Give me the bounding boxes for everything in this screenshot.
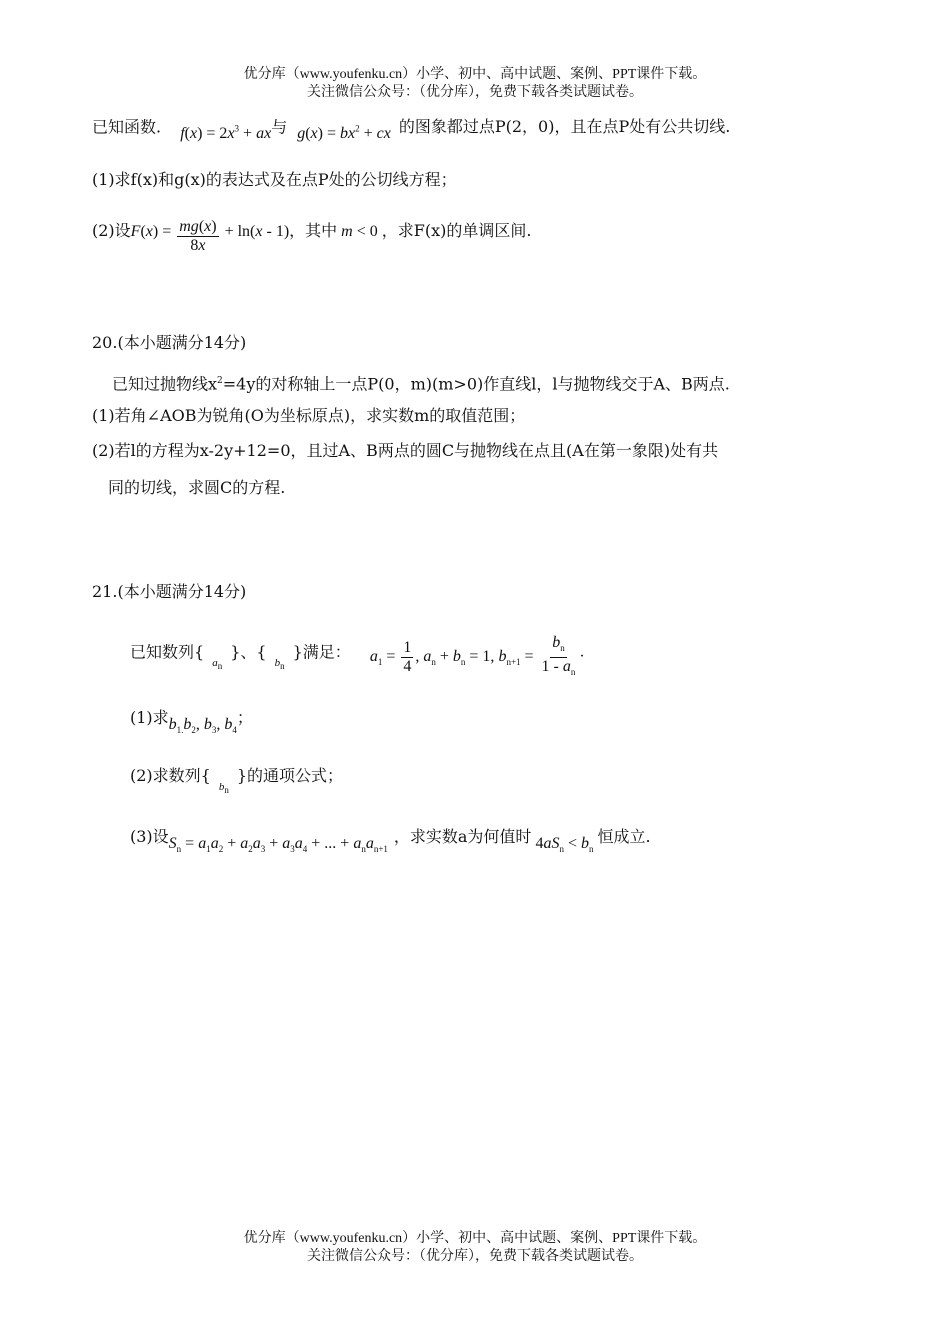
q20-part2: (2)若l的方程为x-2y+12=0，且过A、B两点的圆C与抛物线在点且(A在第一象限)处有共 (92, 441, 719, 460)
q19-intro (92, 112, 731, 143)
q21-part3-lead: (3)设 (130, 827, 169, 846)
page-footer-line1: 优分库（www.youfenku.cn）小学、初中、高中试题、案例、PPT课件下载。 (243, 1231, 707, 1246)
q19-part2-tail: ，其中 (289, 221, 338, 241)
q20-intro-b: =4y的对称轴上一点P(0，m)(m>0)作直线l，l与抛物线交于A、B两点. (222, 374, 730, 394)
q21-heading: 21.(本小题满分14分) (92, 582, 247, 601)
q20-heading: 20.(本小题满分14分) (92, 333, 247, 352)
q21-intro-a: 已知数列{ (130, 642, 205, 662)
q21-intro-c: }满足： (292, 642, 351, 662)
formula-b1-b4: $b_{1.}b_2$, $b_3$, $b_4$ (168, 716, 237, 736)
formula-F: F(x) = $\frac{mg(x)}{8x}$ + ln(x - 1) (130, 218, 290, 254)
q19-part2-end: ，求F(x)的单调区间. (381, 221, 532, 241)
formula-Sn: $S_n = a_1a_2 + a_2a_3 + a_3a_4$ + ... + $a_na_{n+1}$ (168, 835, 388, 855)
q21-part1 (130, 707, 253, 735)
q20-part1: (1)若角∠AOB为锐角(O为坐标原点)，求实数m的取值范围； (92, 406, 526, 425)
q21-part3 (130, 826, 651, 854)
q19-intro-text-b: 与 (271, 117, 288, 137)
q21-intro (130, 630, 585, 677)
q21-part3-end: 恒成立. (597, 827, 651, 846)
formula-m-neg: m < 0 (341, 223, 378, 241)
seq-b-general: bn (218, 781, 229, 796)
formula-g: $g(x) = bx^2$ + cx (297, 124, 391, 143)
q21-part2-end: }的通项公式； (236, 766, 344, 785)
formula-recurrence: $a_1$ = $\frac{1}{4}$ , $a_n + b_n = 1$, $b_{n+1}$ = $\frac{b_n}{1 - a_n}$ · (369, 634, 585, 678)
seq-b: bn (274, 657, 285, 672)
page-header-line1: 优分库（www.youfenku.cn）小学、初中、高中试题、案例、PPT课件下载。 (243, 67, 707, 82)
q19-intro-text-c: 的图象都过点P(2，0)，且在点P处有公共切线. (398, 117, 731, 137)
formula-inequality: $4aS_n < b_n$ (535, 835, 594, 855)
seq-a: an (212, 657, 223, 672)
q21-part3-mid: ，求实数a为何值时 (393, 827, 532, 846)
q20-intro-a: 已知过抛物线x (112, 374, 218, 394)
q19-intro-text-a: 已知函数. (92, 117, 162, 137)
q21-part1-lead: (1)求 (130, 708, 169, 727)
q21-part2-lead: (2)求数列{ (130, 766, 211, 785)
q20-part2-continued: 同的切线，求圆C的方程. (108, 478, 286, 497)
q19-part2-lead: (2)设 (92, 221, 131, 241)
q19-part1: (1)求f(x)和g(x)的表达式及在点P处的公切线方程； (92, 170, 457, 189)
q20-intro: 已知过抛物线$x^2=4y$的对称轴上一点P(0，m)(m>0)作直线l，l与抛物线交于A、B两点. (112, 374, 730, 394)
q21-part2 (130, 765, 344, 796)
page-footer-line2: 关注微信公众号：（优分库），免费下载各类试题试卷。 (307, 1249, 643, 1264)
formula-f: $f(x) = 2x^3$ + ax (180, 124, 272, 143)
q21-intro-b: }、{ (230, 642, 267, 662)
q21-part1-end: ； (236, 708, 253, 727)
q19-part2 (92, 214, 532, 254)
page-header-line2: 关注微信公众号：（优分库），免费下载各类试题试卷。 (307, 85, 643, 100)
